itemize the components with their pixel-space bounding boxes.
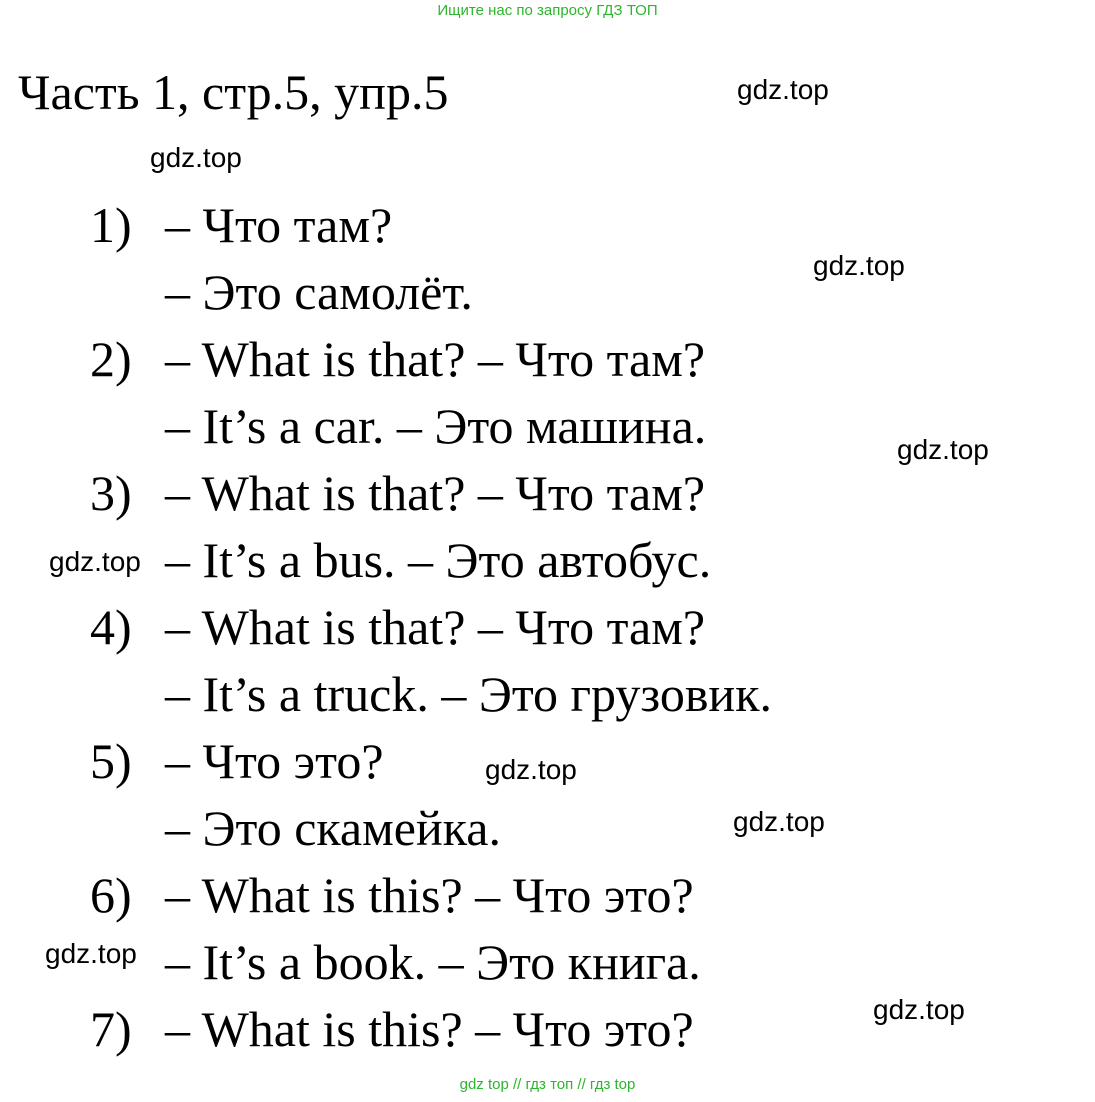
watermark: gdz.top bbox=[49, 546, 141, 577]
line-text: – It’s a book. – Это книга. bbox=[165, 934, 701, 990]
answer-line bbox=[0, 661, 1000, 728]
item-number: 7) bbox=[90, 1001, 132, 1057]
answer-line bbox=[0, 996, 1000, 1063]
answer-list bbox=[0, 192, 1095, 1062]
line-text: – What is this? – Что это? bbox=[165, 1001, 694, 1057]
line-text: – What is that? – Что там? bbox=[165, 599, 706, 655]
watermark: gdz.top bbox=[873, 994, 965, 1025]
watermark: gdz.top bbox=[737, 74, 829, 105]
answer-line bbox=[0, 929, 1000, 996]
watermark: gdz.top bbox=[897, 434, 989, 465]
answer-line bbox=[0, 393, 1000, 460]
top-banner: Ищите нас по запросу ГДЗ ТОП bbox=[437, 2, 658, 19]
answer-line bbox=[0, 594, 1000, 661]
watermark: gdz.top bbox=[45, 938, 137, 969]
answer-line bbox=[0, 527, 1000, 594]
item-number: 5) bbox=[90, 733, 132, 789]
line-text: – It’s a car. – Это машина. bbox=[165, 398, 707, 454]
line-text: – Что это? bbox=[165, 733, 384, 789]
answer-line bbox=[0, 795, 1000, 862]
line-text: – What is this? – Что это? bbox=[165, 867, 694, 923]
item-number: 4) bbox=[90, 599, 132, 655]
page-title: Часть 1, стр.5, упр.5 bbox=[18, 64, 449, 120]
line-text: – What is that? – Что там? bbox=[165, 331, 706, 387]
watermark: gdz.top bbox=[150, 142, 242, 173]
line-text: – What is that? – Что там? bbox=[165, 465, 706, 521]
item-number: 3) bbox=[90, 465, 132, 521]
watermark: gdz.top bbox=[733, 806, 825, 837]
answer-line bbox=[0, 192, 1000, 259]
watermark: gdz.top bbox=[485, 754, 577, 785]
line-text: – Это самолёт. bbox=[165, 264, 473, 320]
answer-line bbox=[0, 326, 1000, 393]
item-number: 2) bbox=[90, 331, 132, 387]
line-text: – It’s a bus. – Это автобус. bbox=[165, 532, 712, 588]
line-text: – It’s a truck. – Это грузовик. bbox=[165, 666, 772, 722]
item-number: 6) bbox=[90, 867, 132, 923]
answer-line bbox=[0, 460, 1000, 527]
bottom-banner: gdz top // гдз топ // гдз top bbox=[459, 1076, 636, 1093]
line-text: – Это скамейка. bbox=[165, 800, 501, 856]
watermark: gdz.top bbox=[813, 250, 905, 281]
item-number: 1) bbox=[90, 197, 132, 253]
answer-line bbox=[0, 862, 1000, 929]
line-text: – Что там? bbox=[165, 197, 393, 253]
